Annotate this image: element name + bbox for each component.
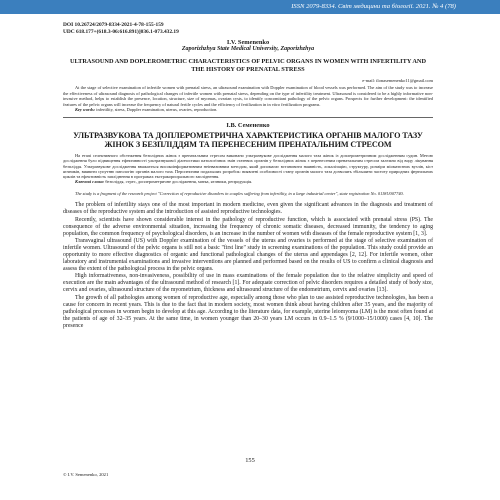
- title-en: ULTRASOUND AND DOPLEROMETRIC CHARACTERISTICS OF PELVIC ORGANS IN WOMEN WITH INFERTILITY AND THE HISTORY OF PRENATAL STRESS: [69, 58, 427, 73]
- author-email: e-mail: ilonasemenenko11@gmail.com: [362, 78, 433, 83]
- abstract-en: At the stage of selective examination of infertile women with prenatal stress, an ultrasound examination with Doppler examination of blood vessels was performed. The aim of the study was to increase the effectiveness of ultrasound diagnosis of pathological changes of infertile women with prenatal stress, depending on the type of infertility treatment. Ultrasound is considered to be a highly informative non-invasive method, helps to establish the presence, location, structure, size of myomas, ovarian cysts, to identify concomitant pathology of the pelvic organs. Prospects for further development: the identified features of the pelvic organs will increase the frequency of natural fertile cycles and the efficiency of fertilization in in vitro fertilization programs.: [63, 85, 433, 107]
- keywords-ua-text: безпліддя, стрес, доплерометричне дослідження, матка, яєчники, репродукція.: [104, 179, 253, 185]
- body-paragraph: Recently, scientists have shown considerable interest in the pathology of reproductive function, which is associated with prenatal stress (PS). The consequence of the adverse environmental situation, increasing the frequency of chronic somatic diseases, decreased immunity, the tendency to aging population, the common frequency of psychological disorders, is an increase in the number of women with diseases of the female reproductive system [1, 3].: [63, 216, 433, 237]
- page-number: 155: [245, 457, 255, 464]
- abstract-ua: На етапі селективного обстеження безплідних жінок з пренатальним стресом виконано ультразвукове дослідження малого таза жінок із доплерометричним дослідженням судин. Метою дослідження було підвищення ефективності ультразвукової діагностики патологічних змін статевих органів у безплідних жінок з перенесеним пренатальним стресом залежно від виду лікування безпліддя. Ультразвукове дослідження вважається високоінформативним неінвазивним методом, який допомагає встановити наявність, локалізацію, структуру, розміри міоматозних вузлів, кіст яєчників, виявити супутню патологію органів малого таза. Перспективи подальших розробок: виявлені особливості стану органів малого таза дозволять збільшити частоту природних фертильних циклів та ефективність запліднення в програмах екстракорпорального запліднення.: [63, 152, 433, 180]
- keywords-en: [63, 107, 433, 113]
- keywords-ua: [63, 179, 433, 184]
- body-paragraph: The growth of all pathologies among women of reproductive age, especially among those who plan to use assisted reproductive technologies, has been a cause for concern in recent years. This is due to the fact that in modern society, most women think about having children after 35 years, and the majority of pathological processes in women begin to develop at this age. According to the literature data, for example, uterine leiomyoma (LM) is the most often found at the patients of age of 32–35 years. At the same time, in women younger than 20–30 years LM occurs in 0.9–1.5 % (9/1000–15/1000) cases [4, 10]. The presence: [63, 294, 433, 329]
- section-divider: [63, 117, 433, 118]
- title-ua: УЛЬТРАЗВУКОВА ТА ДОПЛЕРОМЕТРИЧНА ХАРАКТЕРИСТИКА ОРГАНІВ МАЛОГО ТАЗУ ЖІНОК З БЕЗПЛІДДЯМ ТА ПЕРЕНЕСЕНИМ ПРЕНАТАЛЬНИМ СТРЕСОМ: [73, 130, 423, 150]
- keywords-en-text: infertility, stress, Doppler examination, uterus, ovaries, reproduction.: [95, 107, 218, 113]
- author-ua: І.В. Семененко: [226, 121, 270, 129]
- doi-line: DOI 10.26724/2079-8334-2021-4-78-155-159: [63, 22, 164, 28]
- udc-line: UDC 618.177+(618.3-06:616.891)]036.1-073.432.19: [63, 29, 179, 35]
- body-paragraph: Transvaginal ultrasound (US) with Doppler examination of the vessels of the uterus and ovaries is performed at the stage of selective examination of infertile women. Ultrasound of the pelvic organs is still not a basic "first line" study in screening examinations of the population. This study could provide an opportunity to more effective diagnostics of organic and functional pathological changes of the uterus and appendages [2, 12]. For infertile women, other laboratory and instrumental examinations and invasive interventions are planned and performed based on the results of US to confirm a clinical diagnosis and assess the extent of the pathological process in the pelvic organs.: [63, 237, 433, 273]
- body-paragraph: High informativeness, non-invasiveness, possibility of use in mass examinations of the female population due to the relative simplicity and speed of execution are the main advantages of the ultrasound method of research [1]. For adequate correction of pelvic disorders requires a detailed study of body size, cervix and ovaries, ultrasound structure of the myometrium, thickness and ultrasound structure of the endometrium, cervix and ovaries [13].: [63, 273, 433, 294]
- journal-header-bar: [0, 0, 500, 14]
- copyright-notice: © I.V. Semenenko, 2021: [63, 472, 109, 477]
- keywords-en-label: Key words:: [75, 107, 96, 113]
- journal-header-text: ISSN 2079-8334. Світ медицини та біології. 2021. № 4 (78): [291, 3, 456, 10]
- author-en: I.V. Semenenko: [226, 39, 270, 46]
- article-content: [63, 22, 433, 330]
- body-paragraph: The problem of infertility stays one of the most important in modern medicine, even given the significant advances in the diagnosis and treatment of diseases of the reproductive system and the introduction of assisted reproductive technologies.: [63, 202, 433, 216]
- research-footnote: The study is a fragment of the research project "Correction of reproductive disorders in couples suffering from infertility, in a large industrial center", state registration No. 0118U007740.: [75, 190, 404, 196]
- affiliation-en: Zaporizhzhya State Medical University, Zaporizhzhya: [181, 46, 315, 52]
- keywords-ua-label: Ключові слова:: [75, 179, 105, 185]
